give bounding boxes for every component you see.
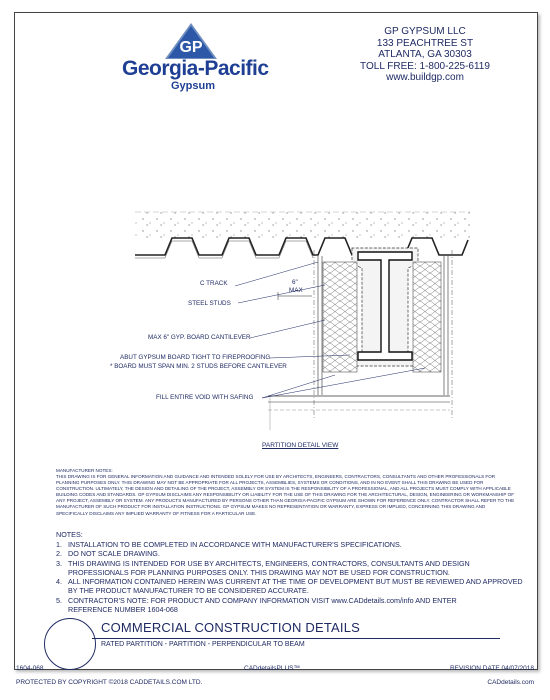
reference-number: REFERENCE NUMBER 1604-068 [68, 605, 178, 614]
note-item: 3. THIS DRAWING IS INTENDED FOR USE BY ARCHITECTS, ENGINEERS, CONTRACTORS, CONSULTANTS AND DESIGN PROFESSIONALS FOR PLANNING PURPOSES ONLY. THIS DRAWING MAY NOT BE USED FOR CONSTRUCTION. [56, 558, 470, 577]
company-phone: TOLL FREE: 1-800-225-6119 [360, 60, 490, 72]
footer-site-link[interactable]: CADdetails.com [487, 679, 534, 686]
c-track [318, 256, 322, 395]
note-item: 4. ALL INFORMATION CONTAINED HEREIN WAS CURRENT AT THE TIME OF DEVELOPMENT BUT MUST BE REVIEWED AND APPROVED BY THE PRODUCT MANUFACTURER TO BE CONSIDERED ACCURATE. [56, 577, 523, 596]
company-name: GP GYPSUM LLC [384, 26, 466, 37]
title-block-title: COMMERCIAL CONSTRUCTION DETAILS [101, 620, 360, 635]
footer-brand: CADdetailsPLUS™ [244, 665, 300, 672]
label-c-track: C TRACK [200, 280, 228, 287]
notes-list [56, 540, 526, 605]
label-max: MAX [289, 287, 303, 294]
logo-subtitle: Gypsum [171, 80, 216, 92]
label-cantilever: MAX 6" GYP. BOARD CANTILEVER [148, 334, 251, 341]
label-six-inch: 6" [292, 279, 298, 286]
note-item: 1. INSTALLATION TO BE COMPLETED IN ACCORDANCE WITH MANUFACTURER'S SPECIFICATIONS. [56, 540, 402, 549]
safing-right [413, 262, 441, 372]
drawing-number: 1604-068 [16, 665, 44, 672]
metal-deck [135, 238, 362, 255]
label-steel-studs: STEEL STUDS [188, 300, 231, 307]
note-item: 5. CONTRACTOR'S NOTE: FOR PRODUCT AND COMPANY INFORMATION VISIT www.CADdetails.com/info AND ENTER [56, 595, 457, 605]
company-website: www.buildgp.com [386, 72, 464, 83]
logo-initials: GP [179, 39, 203, 56]
note-item: 2. DO NOT SCALE DRAWING. [56, 549, 160, 559]
logo-name: Georgia-Pacific [122, 57, 269, 80]
title-block-circle [44, 618, 96, 670]
revision-date: REVISION DATE 04/07/2018 [449, 665, 534, 672]
company-address-line2: ATLANTA, GA 30303 [378, 49, 472, 60]
copyright: PROTECTED BY COPYRIGHT ©2018 CADDETAILS.COM LTD. [16, 679, 203, 686]
label-fill-void: FILL ENTIRE VOID WITH SAFING [156, 394, 254, 401]
concrete-slab [135, 212, 470, 240]
view-title: PARTITION DETAIL VIEW [262, 442, 339, 449]
label-abut-line1: ABUT GYPSUM BOARD TIGHT TO FIREPROOFING [120, 354, 271, 361]
manufacturer-notes-text: THIS DRAWING IS FOR GENERAL INFORMATION AND GUIDANCE AND INTENDED SOLELY FOR USE BY ARCHITECTS, ENGINEERS, CONTRACTORS, CONSULTANTS AND OTHER PROFESSIONALS FOR PLANNING PURPOSES ONLY. THIS DRAWING MAY NOT BE APPROPRIATE FOR ALL PROJECTS, ASSEMBLIES, SYSTEMS OR CONDITIONS, AND IN NO EVENT SHALL THIS DRAWING BE USED FOR CONSTRUCTION. ULTIMATELY, THE DESIGN AND DETAILING OF THE PROJECT, ASSEMBLY OR SYSTEM IS THE RESPONSIBILITY OF A PROFESSIONAL, AND ALL PROJECTS MUST COMPLY WITH APPLICABLE BUILDING CODES AND STANDARDS. GP GYPSUM DISCLAIMS ANY RESPONSIBILITY OR LIABILITY FOR THE USE OF THIS DRAWING FOR THE ARCHITECTURAL, DESIGN, ENGINEERING OR WORKMANSHIP OF ANY PROJECT, ASSEMBLY OR SYSTEM. ANY PRODUCTS MANUFACTURED BY PERSONS OTHER THAN GEORGIA-PACIFIC GYPSUM ARE SHOWN FOR REFERENCE ONLY. CONTRACTOR SHALL REFER TO THE MANUFACTURER OF SUCH PRODUCT FOR INSTALLATION INSTRUCTIONS. GP GYPSUM MAKES NO REPRESENTATION OR WARRANTY, EXPRESS OR IMPLIED, CONCERNING THIS DRAWING AND SPECIFICALLY DISCLAIMS ANY IMPLIED WARRANTY OF FITNESS FOR A PARTICULAR USE. [56, 474, 515, 516]
manufacturer-notes-title: MANUFACTURER NOTES: [56, 468, 113, 473]
notes-title: NOTES: [56, 530, 83, 539]
label-abut-line2: * BOARD MUST SPAN MIN. 2 STUDS BEFORE CANTILEVER [110, 363, 287, 370]
title-block-rule [92, 638, 500, 639]
company-address-line1: 133 PEACHTREE ST [376, 37, 474, 49]
title-block-subtitle: RATED PARTITION - PARTITION - PERPENDICULAR TO BEAM [101, 641, 305, 648]
